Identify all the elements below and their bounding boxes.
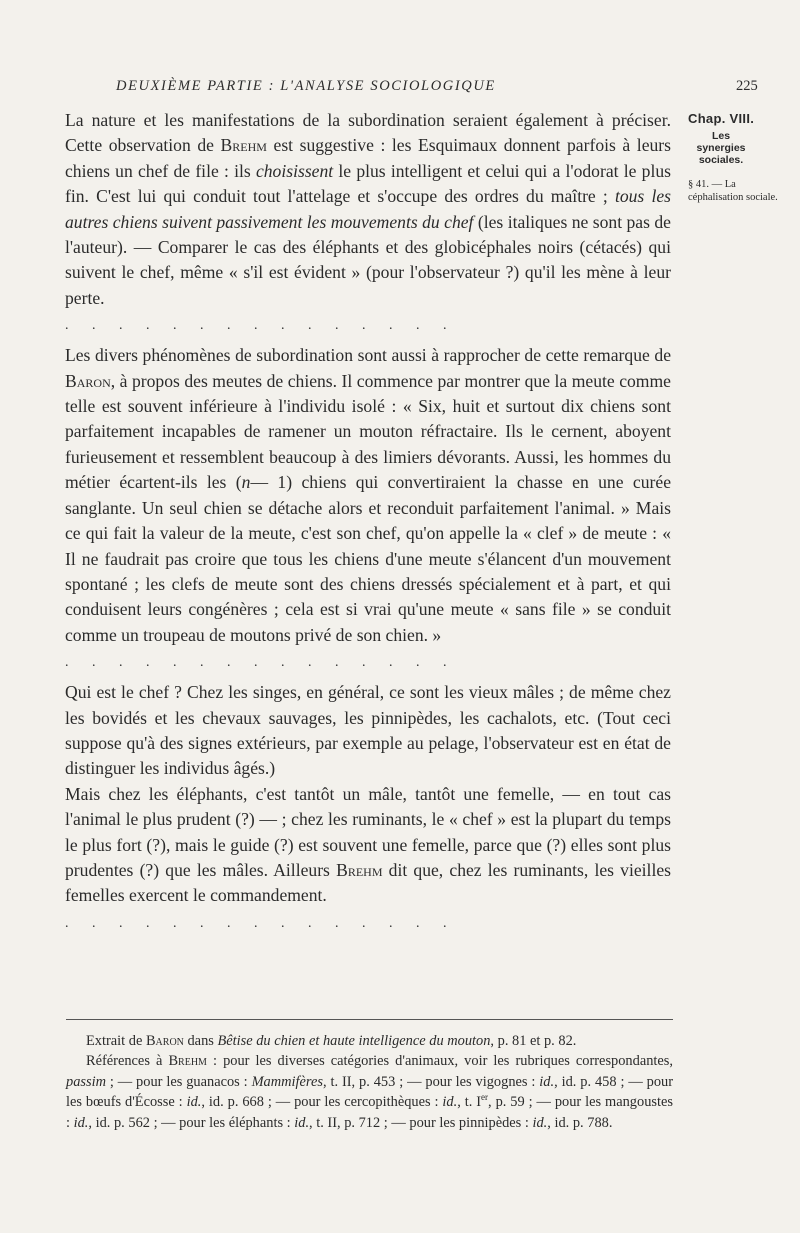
author-name: Brehm xyxy=(220,135,267,156)
ellipsis-divider: . . . . . . . . . . . . . . . xyxy=(65,915,457,931)
paragraph-3: Qui est le chef ? Chez les singes, en général, ce sont les vieux mâles ; de même chez les bovidés et les chevaux sauvages, les pinnipèdes, les cachalots, etc. (Tout ceci suppose qu'à des signes extérieurs, par exemple au pelage, l'observateur est en état de distinguer les individus âgés.) xyxy=(65,682,671,779)
footnote-rule xyxy=(66,1019,673,1020)
main-text xyxy=(65,108,671,941)
ellipsis-divider: . . . . . . . . . . . . . . . xyxy=(65,655,457,671)
footnote-1: Extrait de Baron dans Bêtise du chien et haute intelligence du mouton, p. 81 et p. 82. xyxy=(86,1033,577,1049)
footnote-2: Références à Brehm : pour les diverses catégories d'animaux, voir les rubriques correspondantes, passim ; — pour les guanacos : Mammifères, t. II, p. 453 ; — pour les vigognes : id., id. p. 458 ; — pour les bœufs d'Écosse : id., id. p. 668 ; — pour les cercopithèques : id., t. Ier, p. 59 ; — pour les mangoustes : id., id. p. 562 ; — pour les éléphants : id., t. II, p. 712 ; — pour les pinnipèdes : id., id. p. 788. xyxy=(66,1053,674,1131)
paragraph-2: Les divers phénomènes de subordination sont aussi à rapprocher de cette remarque de Baron, à propos des meutes de chiens. Il commence par montrer que la meute comme telle est souvent inférieure à l'individu isolé : « Six, huit et surtout dix chiens sont parfaitement incapables de ramener un mouton réfractaire. Ils le cernent, aboyent furieusement et ressemblent beaucoup à des limiers dévorants. Aussi, les hommes du métier écartent-ils les (n— 1) chiens qui convertiraient la chasse en une curée sanglante. Un seul chien se détache alors et reconduit parfaitement l'animal. » Mais ce qui fait la valeur de la meute, c'est son chef, qu'on appelle la « clef » de meute : « Il ne faudrait pas croire que tous les chiens d'une meute s'élancent d'un mouvement spontané ; les clefs de meute sont des chiens dressés spécialement et à part, et qui conduisent leurs congénères ; cela est si vrai qu'une meute « sans file » se conduit comme un troupeau de moutons privé de son chien. » xyxy=(65,345,671,645)
footnotes xyxy=(66,1031,673,1133)
author-name: Brehm xyxy=(336,859,383,880)
ellipsis-divider: . . . . . . . . . . . . . . . xyxy=(65,318,457,334)
page-number: 225 xyxy=(736,78,758,94)
paragraph-1: La nature et les manifestations de la subordination seraient également à préciser. Cette observation de Brehm est suggestive : les Esquimaux donnent parfois à leurs chiens un chef de file : ils choisissent le plus intelligent et celui qui a l'odorat le plus fin. C'est lui qui conduit tout l'attelage et s'occupe des ordres du maître ; tous les autres chiens suivent passivement les mouvements du chef (les italiques ne sont pas de l'auteur). — Comparer le cas des éléphants et des globicéphales noirs (cétacés) qui suivent le chef, même « s'il est évident » (pour l'observateur ?) qu'il les mène à leur perte. xyxy=(65,110,672,308)
margin-section: § 41. — La céphalisation sociale. xyxy=(688,179,778,203)
margin-chapter: Chap. VIII. xyxy=(688,111,755,126)
margin-chapter-subtitle: Les synergies sociales. xyxy=(696,130,746,166)
running-title: DEUXIÈME PARTIE : L'ANALYSE SOCIOLOGIQUE xyxy=(116,78,496,94)
author-name: Baron xyxy=(65,370,111,391)
margin-notes xyxy=(688,111,798,204)
paragraph-4: Mais chez les éléphants, c'est tantôt un mâle, tantôt une femelle, — en tout cas l'animal le plus prudent (?) — ; chez les ruminants, le « chef » est la plupart du temps le plus fort (?), mais le guide (?) est souvent une femelle, parce que (?) elles sont plus prudentes (?) que les mâles. Ailleurs Brehm dit que, chez les ruminants, les vieilles femelles exercent le commandement. xyxy=(65,783,671,906)
